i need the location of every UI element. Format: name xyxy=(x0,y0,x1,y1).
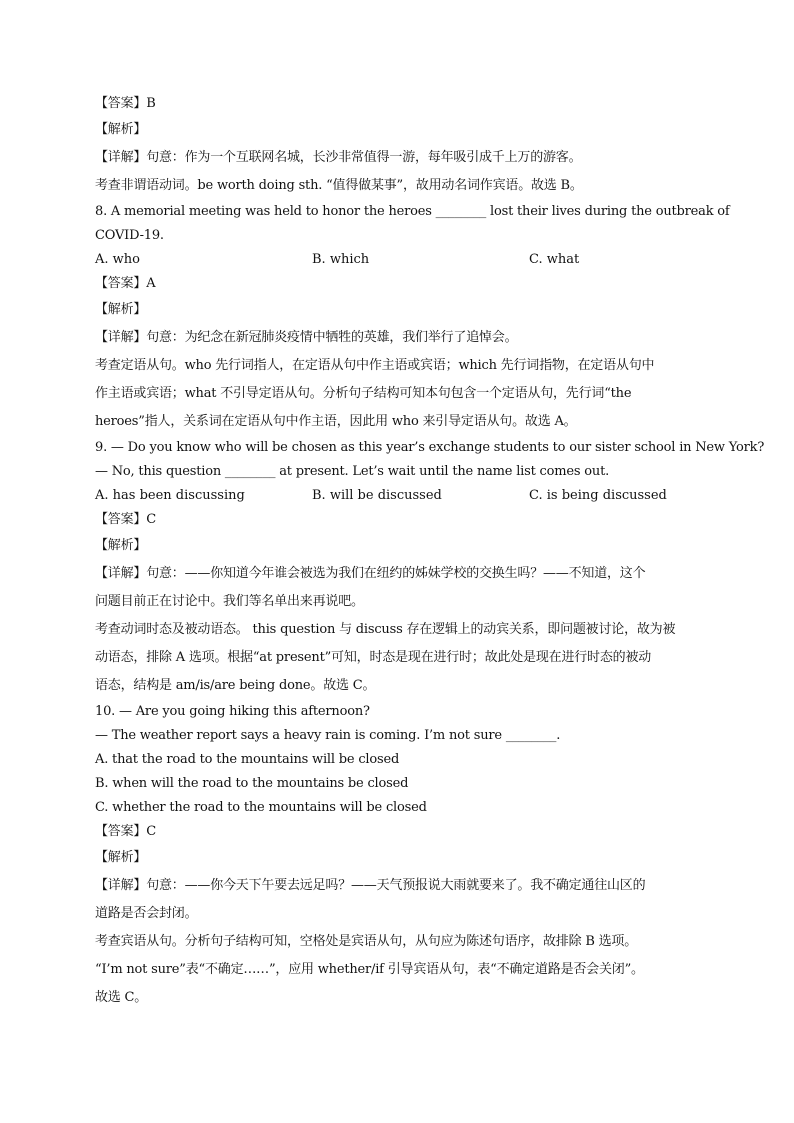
question-9-reply: — No, this question ________ at present. Let’s wait until the name list comes out. xyxy=(95,464,610,479)
analysis-label: 【解析】 xyxy=(95,302,147,317)
document-page xyxy=(95,92,765,1012)
explanation-line: 考查非谓语动词。be worth doing sth. “值得做某事”，故用动名词作宾语。故选 B。 xyxy=(95,178,583,193)
explanation-line: 问题目前正在讨论中。我们等名单出来再说吧。 xyxy=(95,594,364,609)
analysis-label: 【解析】 xyxy=(95,122,147,137)
analysis-label: 【解析】 xyxy=(95,850,147,865)
analysis-label: 【解析】 xyxy=(95,538,147,553)
explanation-line: 动语态，排除 A 选项。根据“at present”可知，时态是现在进行时；故此处是现在进行时态的被动 xyxy=(95,650,652,665)
option-b: B. which xyxy=(312,252,370,267)
question-8-options xyxy=(95,248,705,272)
explanation-line: 道路是否会封闭。 xyxy=(95,906,198,921)
answer-label: 【答案】A xyxy=(95,276,156,291)
question-8-stem: 8. A memorial meeting was held to honor the heroes ________ lost their lives during the outbreak of xyxy=(95,204,730,219)
explanation-line: 【详解】句意：——你知道今年谁会被选为我们在纽约的姊妹学校的交换生吗？——不知道，这个 xyxy=(95,566,646,581)
explanation-line: 【详解】句意：——你今天下午要去远足吗？——天气预报说大雨就要来了。我不确定通往山区的 xyxy=(95,878,646,893)
explanation-line: 【详解】句意：为纪念在新冠肺炎疫情中牺牲的英雄，我们举行了追悼会。 xyxy=(95,330,518,345)
answer-label: 【答案】B xyxy=(95,96,156,111)
option-c: C. is being discussed xyxy=(529,488,667,503)
option-b: B. will be discussed xyxy=(312,488,442,503)
answer-label: 【答案】C xyxy=(95,512,156,527)
option-b: B. when will the road to the mountains be closed xyxy=(95,776,409,791)
explanation-line: 故选 C。 xyxy=(95,990,148,1005)
option-c: C. what xyxy=(529,252,580,267)
question-10-reply: — The weather report says a heavy rain is coming. I’m not sure ________. xyxy=(95,728,561,743)
question-9-stem: 9. — Do you know who will be chosen as this year’s exchange students to our sister school in New York? xyxy=(95,440,765,455)
option-a: A. who xyxy=(95,252,140,267)
question-10-stem: 10. — Are you going hiking this afternoon? xyxy=(95,704,370,719)
answer-label: 【答案】C xyxy=(95,824,156,839)
explanation-line: “I’m not sure”表“不确定……”，应用 whether/if 引导宾语从句，表“不确定道路是否会关闭”。 xyxy=(95,962,644,977)
question-8-stem-cont: COVID-19. xyxy=(95,228,164,243)
option-a: A. that the road to the mountains will be closed xyxy=(95,752,400,767)
explanation-line: heroes”指人，关系词在定语从句中作主语，因此用 who 来引导定语从句。故选 A。 xyxy=(95,414,577,429)
option-a: A. has been discussing xyxy=(95,488,245,503)
explanation-line: 语态，结构是 am/is/are being done。故选 C。 xyxy=(95,678,376,693)
option-c: C. whether the road to the mountains will be closed xyxy=(95,800,427,815)
question-9-options xyxy=(95,484,705,508)
explanation-line: 考查宾语从句。分析句子结构可知，空格处是宾语从句，从句应为陈述句语序，故排除 B 选项。 xyxy=(95,934,638,949)
explanation-line: 【详解】句意：作为一个互联网名城，长沙非常值得一游，每年吸引成千上万的游客。 xyxy=(95,150,582,165)
explanation-line: 考查定语从句。who 先行词指人，在定语从句中作主语或宾语；which 先行词指物，在定语从句中 xyxy=(95,358,655,373)
explanation-line: 作主语或宾语；what 不引导定语从句。分析句子结构可知本句包含一个定语从句，先行词“the xyxy=(95,386,632,401)
explanation-line: 考查动词时态及被动语态。 this question 与 discuss 存在逻辑上的动宾关系，即问题被讨论，故为被 xyxy=(95,622,676,637)
